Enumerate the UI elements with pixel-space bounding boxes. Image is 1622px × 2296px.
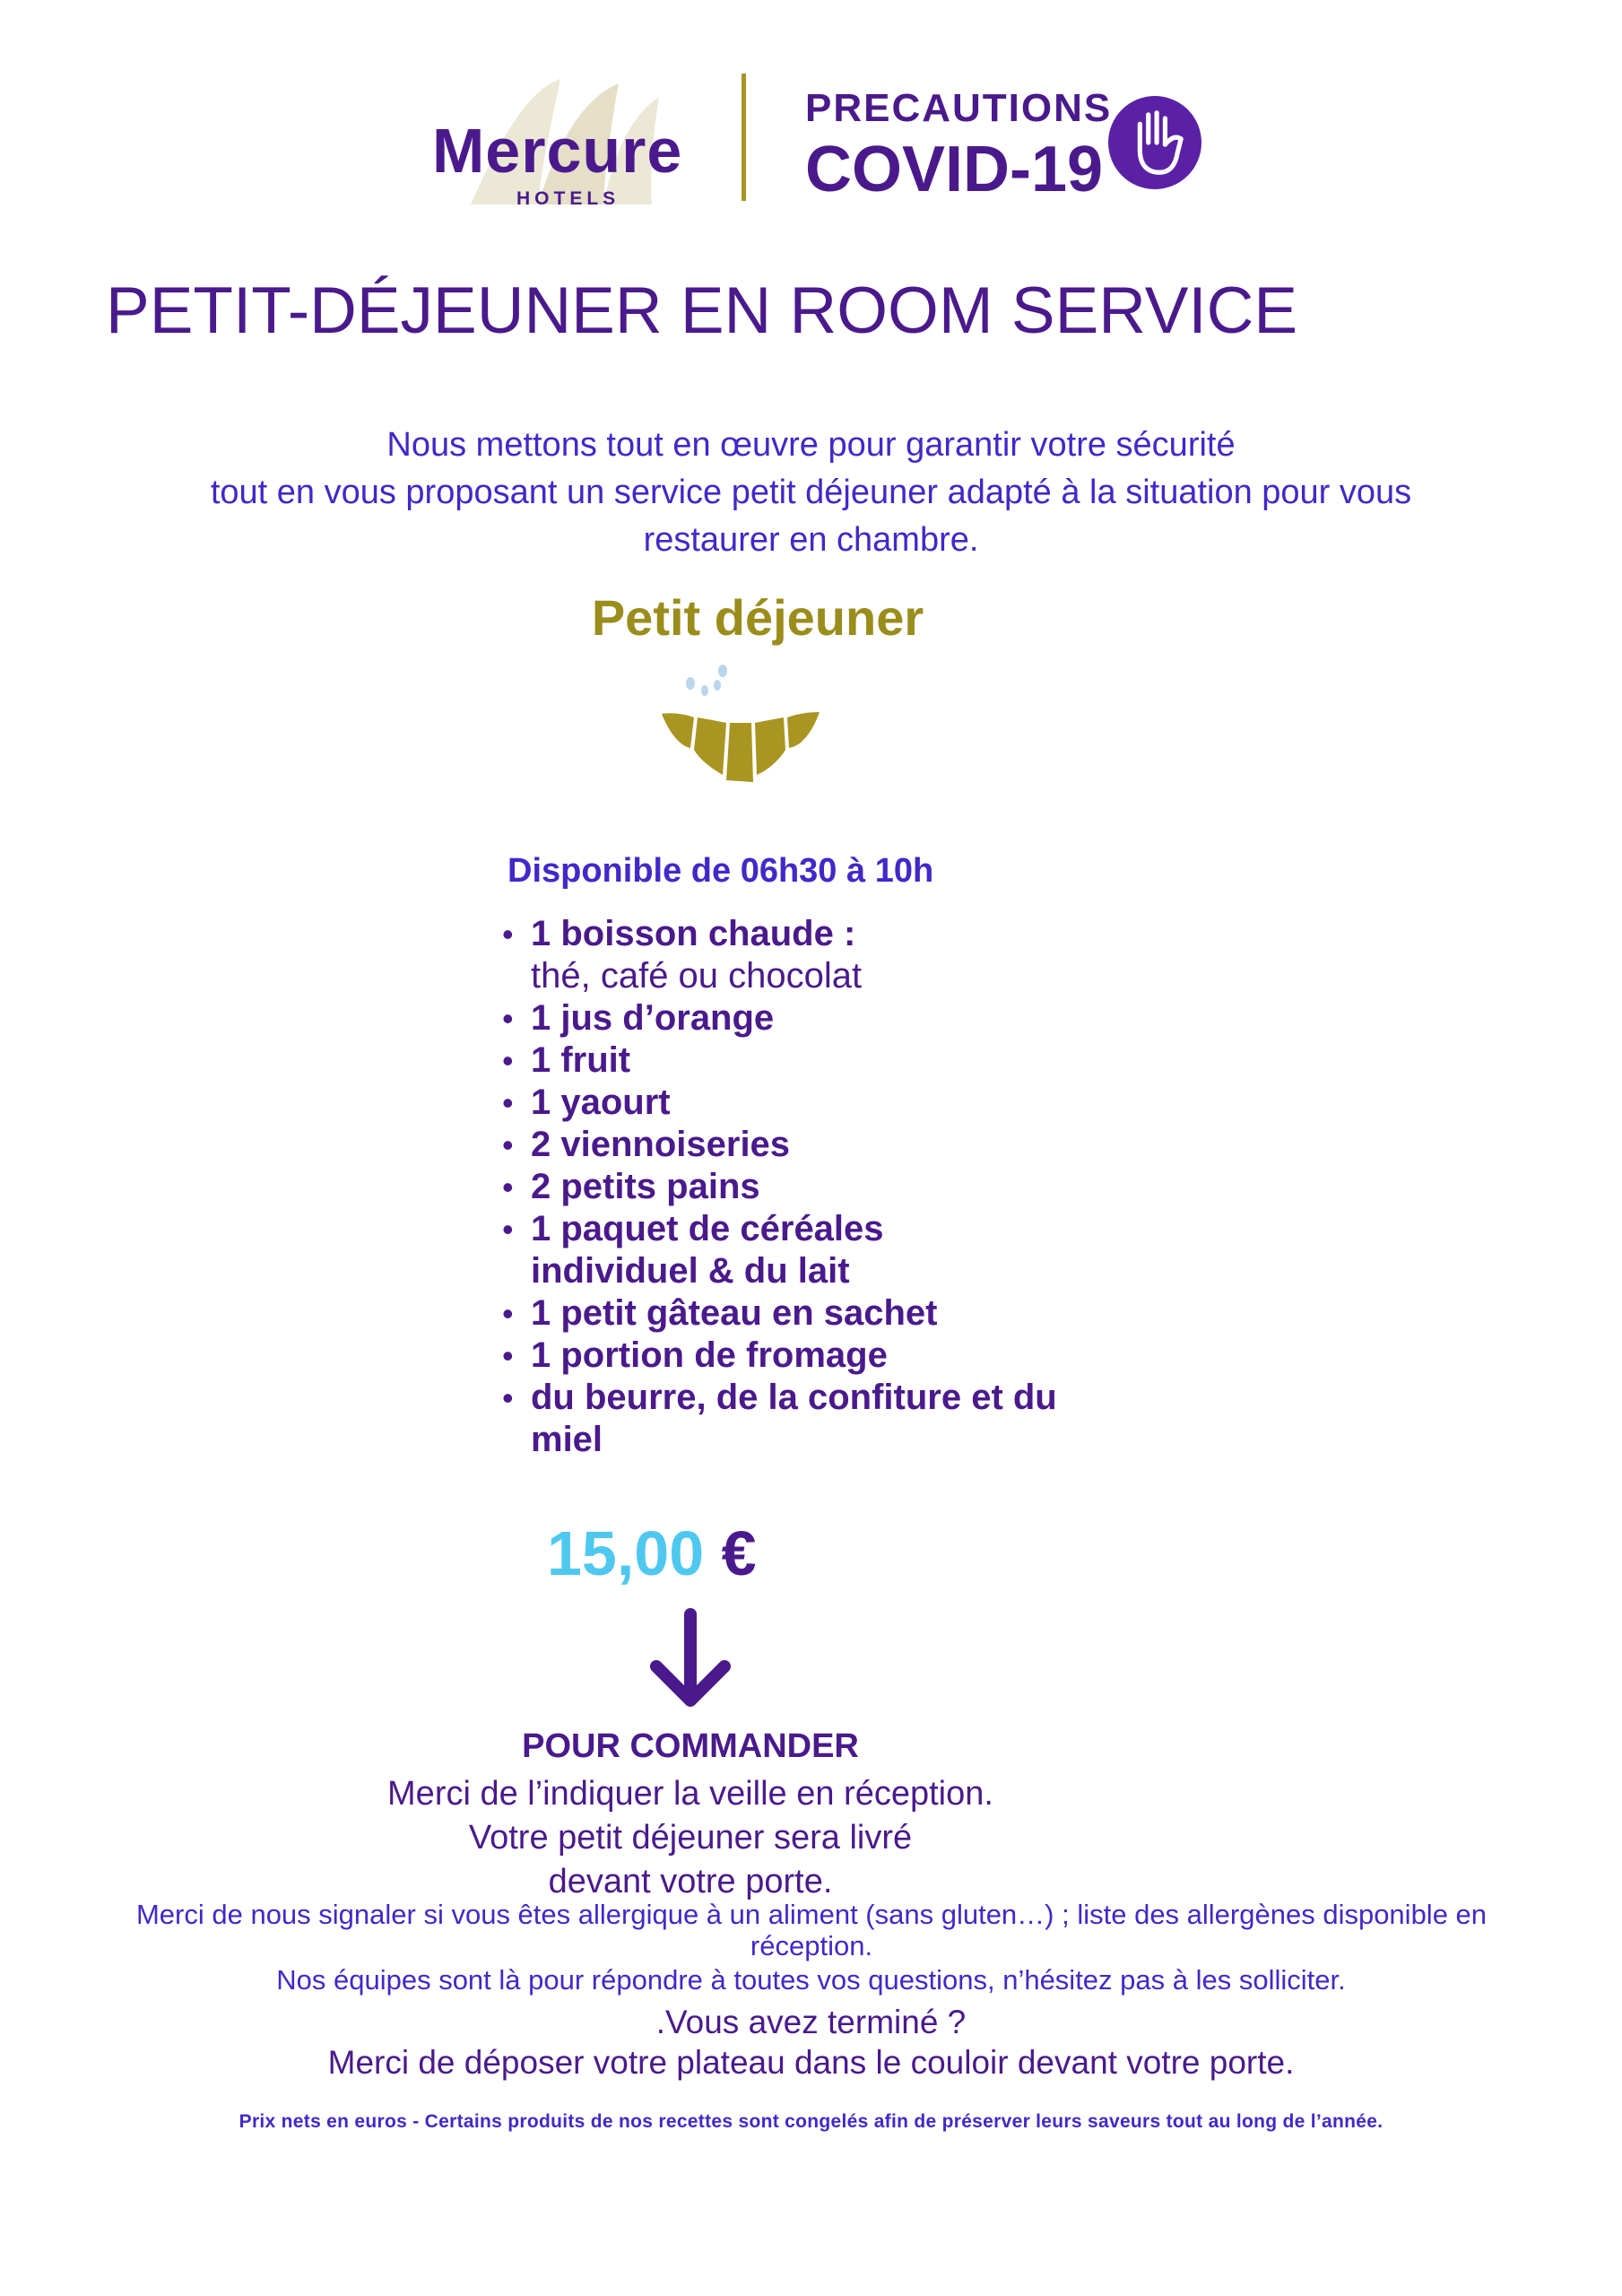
- item-label: 1 portion de fromage: [531, 1335, 888, 1375]
- arrow-down-icon: [646, 1607, 735, 1710]
- precautions-label: PRECAUTIONS: [805, 86, 1113, 130]
- covid-label: COVID-19: [805, 134, 1104, 205]
- intro-line: restaurer en chambre.: [643, 521, 979, 559]
- section-title: Petit déjeuner: [591, 589, 924, 646]
- order-line: devant votre porte.: [548, 1863, 833, 1900]
- list-item: [502, 1039, 1057, 1082]
- list-item: [502, 1335, 1057, 1377]
- bullet: •: [502, 1169, 514, 1205]
- item-label: 1 fruit: [531, 1040, 631, 1080]
- page-title: PETIT-DÉJEUNER EN ROOM SERVICE: [106, 274, 1298, 347]
- item-label: 1 petit gâteau en sachet: [531, 1293, 938, 1333]
- bullet: •: [502, 1084, 514, 1121]
- order-instructions: [0, 1772, 1381, 1904]
- order-title: POUR COMMANDER: [522, 1727, 859, 1765]
- breakfast-items-list: [502, 913, 1057, 1461]
- list-item: [502, 1082, 1057, 1124]
- item-label: du beurre, de la confiture et du: [531, 1378, 1057, 1417]
- list-item: [502, 1292, 1057, 1335]
- bullet: •: [502, 1000, 514, 1037]
- teams-notice: Nos équipes sont là pour répondre à toutes vos questions, n’hésitez pas à les solliciter.: [276, 1964, 1346, 1996]
- allergy-line: Merci de nous signaler si vous êtes allergique à un aliment (sans gluten…) ; liste des allergènes disponible en: [135, 1899, 1488, 1930]
- list-item: [502, 1166, 1057, 1208]
- availability-text: Disponible de 06h30 à 10h: [507, 852, 934, 890]
- header-divider: [742, 74, 746, 201]
- item-label: 2 viennoiseries: [531, 1125, 791, 1164]
- list-item: [502, 1124, 1057, 1166]
- price: [547, 1518, 757, 1589]
- bullet: •: [502, 1042, 514, 1079]
- item-label: 1 paquet de céréales: [531, 1209, 884, 1248]
- brand-subtitle: HOTELS: [516, 188, 620, 209]
- item-label-continued: individuel & du lait: [531, 1251, 850, 1291]
- bullet: •: [502, 1126, 514, 1163]
- intro-line: tout en vous proposant un service petit déjeuner adapté à la situation pour vous: [210, 474, 1412, 511]
- item-label: 2 petits pains: [531, 1167, 760, 1206]
- item-label: 1 yaourt: [531, 1083, 671, 1122]
- list-item: [502, 1377, 1057, 1461]
- price-currency: €: [721, 1518, 757, 1588]
- hand-icon: [1108, 96, 1201, 189]
- list-item: [502, 1208, 1057, 1292]
- list-item: [502, 913, 1057, 997]
- brand-name: Mercure: [432, 116, 683, 186]
- item-label: 1 boisson chaude :: [531, 914, 856, 953]
- item-label: 1 jus d’orange: [531, 998, 775, 1038]
- bullet: •: [502, 1337, 514, 1374]
- order-line: Merci de l’indiquer la veille en réception.: [387, 1775, 993, 1813]
- finished-notice: [0, 2002, 1622, 2083]
- bullet: •: [502, 1295, 514, 1332]
- allergy-notice: [72, 1899, 1551, 1961]
- item-label-continued: miel: [531, 1420, 603, 1459]
- list-item: [502, 997, 1057, 1039]
- intro-line: Nous mettons tout en œuvre pour garantir votre sécurité: [386, 426, 1236, 464]
- order-line: Votre petit déjeuner sera livré: [468, 1819, 913, 1857]
- allergy-line: réception.: [750, 1930, 873, 1961]
- bullet: •: [502, 916, 514, 952]
- price-amount: 15,00: [547, 1518, 705, 1588]
- item-detail: thé, café ou chocolat: [531, 956, 863, 996]
- croissant-icon: [655, 662, 825, 791]
- footnote: Prix nets en euros - Certains produits de nos recettes sont congelés afin de préserver leurs saveurs tout au long de l’année.: [239, 2111, 1383, 2132]
- bullet: •: [502, 1379, 514, 1416]
- intro-text: [0, 422, 1622, 564]
- finished-line: .Vous avez terminé ?: [655, 2004, 967, 2040]
- bullet: •: [502, 1211, 514, 1248]
- finished-line: Merci de déposer votre plateau dans le couloir devant votre porte.: [327, 2044, 1295, 2081]
